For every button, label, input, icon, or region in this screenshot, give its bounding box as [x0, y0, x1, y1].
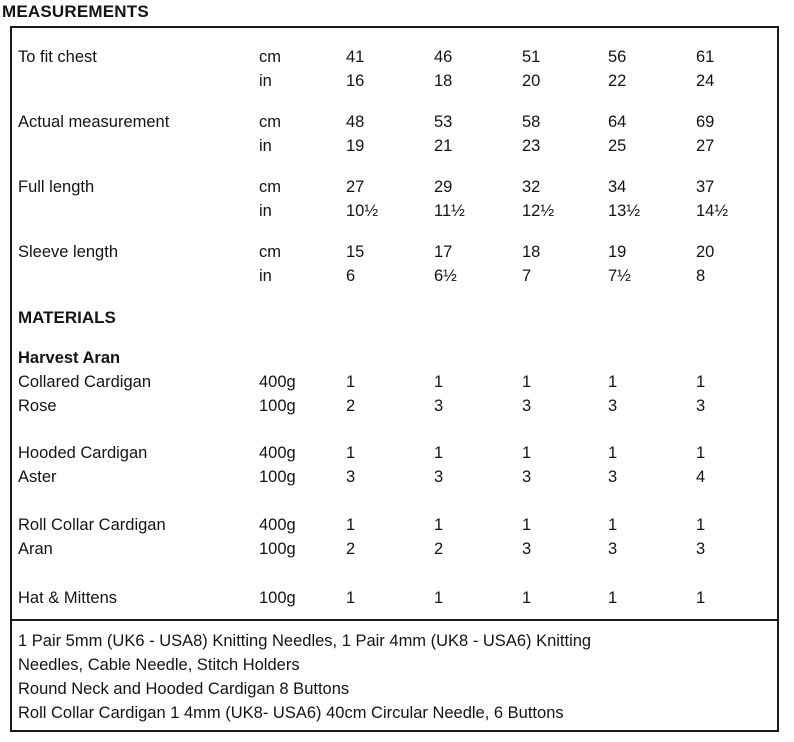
- size-value: 58: [522, 113, 541, 131]
- unit-label: in: [259, 202, 272, 220]
- size-value: 7½: [608, 267, 631, 285]
- size-value: 6½: [434, 267, 457, 285]
- measurement-label: Actual measurement: [18, 113, 170, 131]
- yarn-name: Harvest Aran: [18, 349, 121, 367]
- size-value: 48: [346, 113, 365, 131]
- measurements-heading: MEASUREMENTS: [2, 2, 149, 21]
- material-label: Roll Collar Cardigan: [18, 516, 166, 534]
- unit-label: in: [259, 137, 272, 155]
- size-value: 4: [696, 468, 706, 486]
- size-value: 53: [434, 113, 453, 131]
- size-value: 3: [522, 468, 532, 486]
- material-label: Hooded Cardigan: [18, 444, 148, 462]
- table-row: [12, 243, 777, 267]
- size-value: 3: [608, 397, 618, 415]
- size-value: 1: [346, 373, 356, 391]
- size-value: 18: [434, 72, 453, 90]
- size-value: 3: [434, 468, 444, 486]
- size-value: 20: [522, 72, 541, 90]
- buttons-note: Round Neck and Hooded Cardigan 8 Buttons: [18, 680, 350, 698]
- material-label: Hat & Mittens: [18, 589, 118, 607]
- size-value: 27: [346, 178, 365, 196]
- size-value: 61: [696, 48, 715, 66]
- unit-label: cm: [259, 48, 281, 66]
- size-value: 14½: [696, 202, 729, 220]
- measurement-label: Full length: [18, 178, 95, 196]
- size-value: 22: [608, 72, 627, 90]
- size-value: 15: [346, 243, 365, 261]
- size-value: 32: [522, 178, 541, 196]
- material-label: Aran: [18, 540, 53, 558]
- table-row: [12, 516, 777, 540]
- size-value: 25: [608, 137, 627, 155]
- size-value: 1: [522, 373, 532, 391]
- size-value: 18: [522, 243, 541, 261]
- size-value: 3: [346, 468, 356, 486]
- measurement-label: Sleeve length: [18, 243, 118, 261]
- size-value: 10½: [346, 202, 379, 220]
- size-value: 34: [608, 178, 627, 196]
- table-row: [12, 48, 777, 72]
- weight-label: 100g: [259, 397, 296, 415]
- unit-label: in: [259, 72, 272, 90]
- size-value: 2: [346, 397, 356, 415]
- size-value: 8: [696, 267, 706, 285]
- size-value: 3: [608, 540, 618, 558]
- weight-label: 100g: [259, 589, 296, 607]
- size-value: 1: [434, 444, 444, 462]
- size-value: 1: [608, 444, 618, 462]
- size-value: 29: [434, 178, 453, 196]
- size-value: 41: [346, 48, 365, 66]
- size-value: 1: [696, 516, 706, 534]
- size-value: 1: [346, 589, 356, 607]
- size-value: 3: [696, 540, 706, 558]
- size-value: 37: [696, 178, 715, 196]
- size-value: 21: [434, 137, 453, 155]
- size-value: 27: [696, 137, 715, 155]
- size-value: 1: [608, 516, 618, 534]
- size-value: 13½: [608, 202, 641, 220]
- unit-label: cm: [259, 113, 281, 131]
- size-value: 11½: [434, 202, 465, 220]
- section-divider: [12, 619, 777, 621]
- table-row: [12, 113, 777, 137]
- needles-note: Needles, Cable Needle, Stitch Holders: [18, 656, 300, 674]
- table-row: [12, 178, 777, 202]
- size-value: 23: [522, 137, 541, 155]
- size-value: 19: [346, 137, 365, 155]
- size-value: 56: [608, 48, 627, 66]
- size-value: 64: [608, 113, 627, 131]
- size-value: 1: [696, 444, 706, 462]
- size-value: 1: [522, 516, 532, 534]
- size-value: 1: [434, 516, 444, 534]
- size-value: 51: [522, 48, 541, 66]
- unit-label: cm: [259, 243, 281, 261]
- circular-needle-note: Roll Collar Cardigan 1 4mm (UK8- USA6) 40cm Circular Needle, 6 Buttons: [18, 704, 564, 722]
- size-value: 6: [346, 267, 356, 285]
- size-value: 3: [696, 397, 706, 415]
- table-row: [12, 540, 777, 564]
- size-value: 20: [696, 243, 715, 261]
- size-value: 1: [608, 589, 618, 607]
- needles-note: 1 Pair 5mm (UK6 - USA8) Knitting Needles, 1 Pair 4mm (UK8 - USA6) Knitting: [18, 632, 592, 650]
- weight-label: 100g: [259, 468, 296, 486]
- weight-label: 400g: [259, 373, 296, 391]
- table-row: [12, 72, 777, 96]
- size-value: 19: [608, 243, 627, 261]
- table-row: [12, 267, 777, 291]
- table-row: [12, 589, 777, 613]
- table-row: [12, 397, 777, 421]
- table-row: [12, 468, 777, 492]
- size-value: 1: [434, 373, 444, 391]
- size-value: 1: [434, 589, 444, 607]
- size-value: 16: [346, 72, 365, 90]
- material-label: Aster: [18, 468, 57, 486]
- materials-heading: MATERIALS: [18, 308, 116, 327]
- weight-label: 400g: [259, 516, 296, 534]
- size-value: 46: [434, 48, 453, 66]
- size-value: 1: [522, 444, 532, 462]
- table-row: [12, 373, 777, 397]
- table-row: [12, 202, 777, 226]
- size-value: 1: [696, 589, 706, 607]
- size-value: 3: [522, 397, 532, 415]
- size-value: 12½: [522, 202, 555, 220]
- size-value: 17: [434, 243, 453, 261]
- unit-label: in: [259, 267, 272, 285]
- size-value: 2: [346, 540, 356, 558]
- size-value: 1: [522, 589, 532, 607]
- weight-label: 400g: [259, 444, 296, 462]
- table-row: [12, 444, 777, 468]
- size-value: 1: [346, 444, 356, 462]
- size-value: 1: [696, 373, 706, 391]
- material-label: Rose: [18, 397, 57, 415]
- size-value: 2: [434, 540, 444, 558]
- size-value: 24: [696, 72, 715, 90]
- size-value: 3: [608, 468, 618, 486]
- size-value: 7: [522, 267, 532, 285]
- material-label: Collared Cardigan: [18, 373, 151, 391]
- table-row: [12, 137, 777, 161]
- size-value: 1: [346, 516, 356, 534]
- weight-label: 100g: [259, 540, 296, 558]
- pattern-table: [10, 26, 779, 732]
- size-value: 1: [608, 373, 618, 391]
- size-value: 69: [696, 113, 715, 131]
- unit-label: cm: [259, 178, 281, 196]
- size-value: 3: [522, 540, 532, 558]
- size-value: 3: [434, 397, 444, 415]
- measurement-label: To fit chest: [18, 48, 97, 66]
